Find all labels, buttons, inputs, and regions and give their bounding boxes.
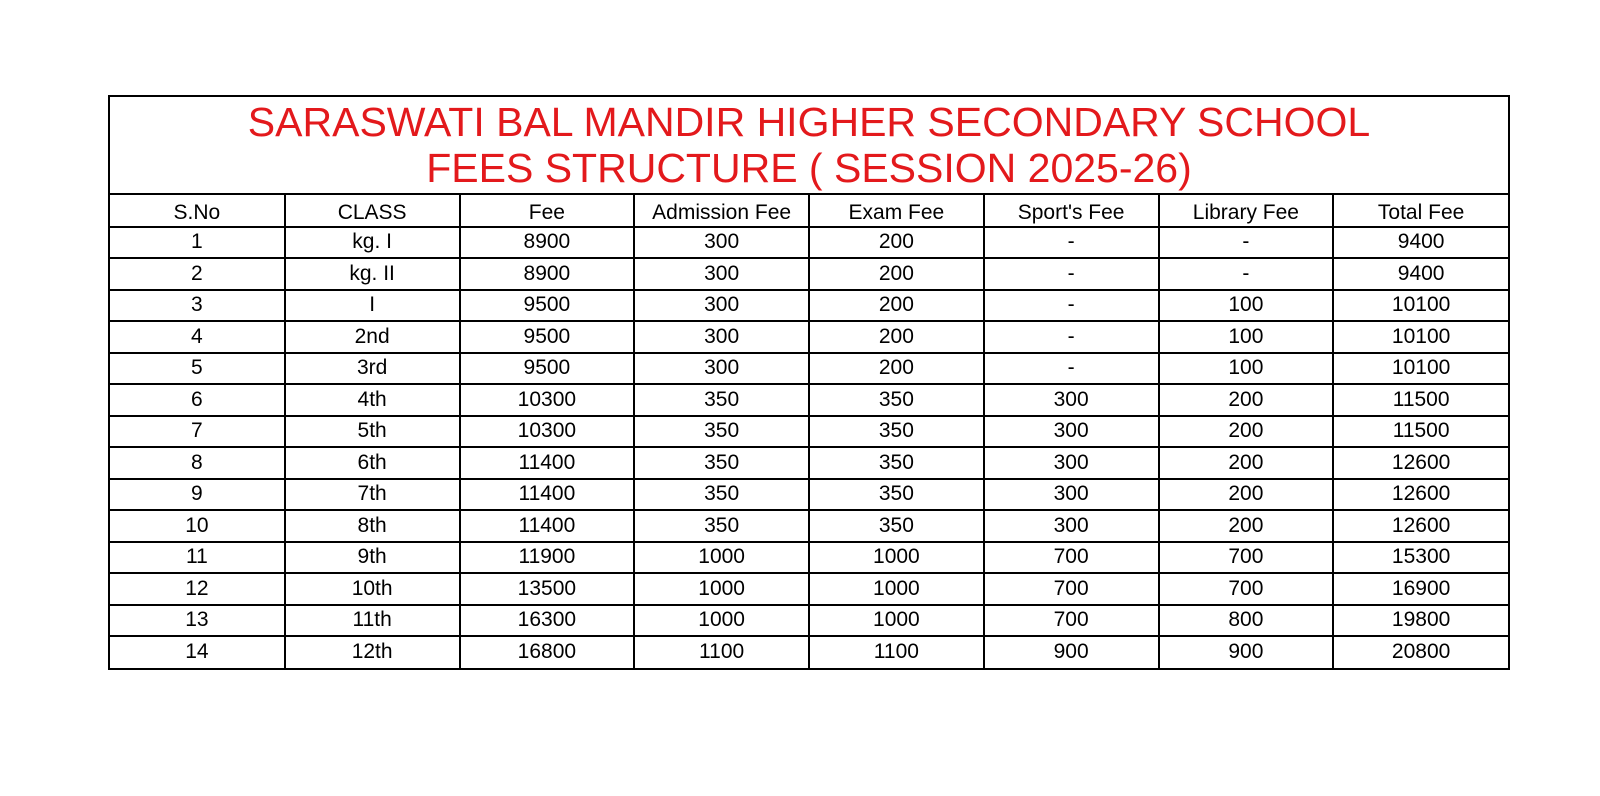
table-row (110, 636, 1508, 668)
cell-class: 4th (285, 384, 460, 416)
cell-exam-fee: 1100 (809, 636, 984, 668)
column-header-library-fee: Library Fee (1159, 195, 1334, 227)
cell-total-fee: 11500 (1333, 384, 1508, 416)
cell-admission-fee: 350 (634, 416, 809, 448)
cell-fee: 10300 (460, 384, 635, 416)
column-header-sports-fee: Sport's Fee (984, 195, 1159, 227)
cell-total-fee: 11500 (1333, 416, 1508, 448)
cell-sports-fee: - (984, 258, 1159, 290)
cell-sno: 1 (110, 227, 285, 259)
school-name-title: SARASWATI BAL MANDIR HIGHER SECONDARY SCHOOL (247, 99, 1371, 145)
cell-admission-fee: 1100 (634, 636, 809, 668)
cell-sno: 12 (110, 573, 285, 605)
cell-fee: 13500 (460, 573, 635, 605)
cell-fee: 9500 (460, 321, 635, 353)
cell-exam-fee: 1000 (809, 605, 984, 637)
cell-class: 5th (285, 416, 460, 448)
table-row (110, 227, 1508, 259)
cell-sno: 3 (110, 290, 285, 322)
cell-sno: 2 (110, 258, 285, 290)
cell-exam-fee: 200 (809, 290, 984, 322)
cell-admission-fee: 300 (634, 321, 809, 353)
cell-admission-fee: 1000 (634, 542, 809, 574)
cell-sports-fee: 300 (984, 510, 1159, 542)
cell-admission-fee: 300 (634, 290, 809, 322)
cell-fee: 11400 (460, 510, 635, 542)
cell-library-fee: 900 (1159, 636, 1334, 668)
cell-total-fee: 12600 (1333, 510, 1508, 542)
cell-fee: 9500 (460, 290, 635, 322)
table-row (110, 384, 1508, 416)
cell-exam-fee: 350 (809, 510, 984, 542)
cell-exam-fee: 350 (809, 384, 984, 416)
cell-sno: 11 (110, 542, 285, 574)
column-header-total-fee: Total Fee (1333, 195, 1508, 227)
cell-fee: 16800 (460, 636, 635, 668)
cell-library-fee: 200 (1159, 479, 1334, 511)
column-header-sno: S.No (110, 195, 285, 227)
cell-class: I (285, 290, 460, 322)
cell-exam-fee: 350 (809, 416, 984, 448)
cell-class: 6th (285, 447, 460, 479)
cell-class: 7th (285, 479, 460, 511)
table-row (110, 447, 1508, 479)
cell-library-fee: - (1159, 227, 1334, 259)
table-row (110, 321, 1508, 353)
cell-library-fee: 700 (1159, 573, 1334, 605)
cell-admission-fee: 1000 (634, 573, 809, 605)
cell-class: kg. I (285, 227, 460, 259)
cell-total-fee: 19800 (1333, 605, 1508, 637)
cell-total-fee: 10100 (1333, 353, 1508, 385)
table-header-row (110, 195, 1508, 227)
cell-sno: 5 (110, 353, 285, 385)
table-row (110, 510, 1508, 542)
document-title-block (110, 97, 1508, 195)
cell-sports-fee: - (984, 227, 1159, 259)
cell-admission-fee: 350 (634, 384, 809, 416)
cell-exam-fee: 200 (809, 227, 984, 259)
table-row (110, 416, 1508, 448)
cell-sno: 9 (110, 479, 285, 511)
table-row (110, 479, 1508, 511)
cell-sports-fee: 300 (984, 384, 1159, 416)
cell-total-fee: 9400 (1333, 258, 1508, 290)
cell-total-fee: 20800 (1391, 640, 1451, 664)
fees-table-body (110, 227, 1508, 668)
column-header-fee: Fee (460, 195, 635, 227)
cell-fee: 8900 (460, 258, 635, 290)
fees-table (110, 195, 1508, 668)
cell-library-fee: 200 (1159, 384, 1334, 416)
cell-class: 12th (285, 636, 460, 668)
cell-sno: 10 (110, 510, 285, 542)
cell-total-fee: 15300 (1333, 542, 1508, 574)
cell-admission-fee: 350 (634, 479, 809, 511)
cell-sno: 14 (110, 636, 285, 668)
cell-sports-fee: 900 (984, 636, 1159, 668)
cell-sno: 4 (110, 321, 285, 353)
cell-library-fee: 200 (1159, 416, 1334, 448)
column-header-exam-fee: Exam Fee (809, 195, 984, 227)
cell-admission-fee: 350 (634, 447, 809, 479)
column-header-admission-fee: Admission Fee (634, 195, 809, 227)
cell-fee: 11400 (460, 479, 635, 511)
cell-sno: 7 (110, 416, 285, 448)
cell-library-fee: 100 (1159, 353, 1334, 385)
cell-fee: 10300 (460, 416, 635, 448)
cell-sports-fee: 300 (984, 447, 1159, 479)
cell-exam-fee: 200 (809, 321, 984, 353)
cell-class: 11th (285, 605, 460, 637)
cell-class: 9th (285, 542, 460, 574)
cell-fee: 16300 (460, 605, 635, 637)
cell-library-fee: - (1159, 258, 1334, 290)
cell-fee: 11400 (460, 447, 635, 479)
cell-library-fee: 700 (1159, 542, 1334, 574)
cell-total-fee: 12600 (1333, 447, 1508, 479)
fee-structure-sheet (108, 95, 1510, 670)
cell-sports-fee: 700 (984, 542, 1159, 574)
cell-class: kg. II (285, 258, 460, 290)
cell-library-fee: 100 (1159, 290, 1334, 322)
cell-fee: 9500 (460, 353, 635, 385)
cell-sno: 6 (110, 384, 285, 416)
cell-exam-fee: 1000 (809, 542, 984, 574)
cell-admission-fee: 1000 (634, 605, 809, 637)
table-row (110, 542, 1508, 574)
cell-sports-fee: 300 (984, 479, 1159, 511)
cell-class: 2nd (285, 321, 460, 353)
table-row (110, 573, 1508, 605)
cell-total-fee: 10100 (1333, 321, 1508, 353)
cell-library-fee: 100 (1159, 321, 1334, 353)
cell-exam-fee: 200 (809, 353, 984, 385)
cell-exam-fee: 1000 (809, 573, 984, 605)
cell-sports-fee: 700 (984, 573, 1159, 605)
table-row (110, 258, 1508, 290)
column-header-class: CLASS (285, 195, 460, 227)
table-row (110, 290, 1508, 322)
cell-library-fee: 800 (1159, 605, 1334, 637)
cell-exam-fee: 200 (809, 258, 984, 290)
cell-total-fee: 10100 (1333, 290, 1508, 322)
fees-structure-subtitle: FEES STRUCTURE ( SESSION 2025-26) (426, 145, 1192, 191)
table-row (110, 605, 1508, 637)
cell-admission-fee: 300 (634, 258, 809, 290)
cell-fee: 11900 (460, 542, 635, 574)
cell-sno: 8 (110, 447, 285, 479)
cell-library-fee: 200 (1159, 510, 1334, 542)
cell-exam-fee: 350 (809, 479, 984, 511)
cell-library-fee: 200 (1159, 447, 1334, 479)
cell-sports-fee: 700 (984, 605, 1159, 637)
cell-admission-fee: 350 (634, 510, 809, 542)
cell-sports-fee: 300 (984, 416, 1159, 448)
cell-total-fee: 12600 (1333, 479, 1508, 511)
cell-total-fee: 16900 (1333, 573, 1508, 605)
cell-class: 3rd (285, 353, 460, 385)
cell-admission-fee: 300 (634, 227, 809, 259)
cell-sports-fee: - (984, 321, 1159, 353)
table-row (110, 353, 1508, 385)
cell-class: 8th (285, 510, 460, 542)
cell-class: 10th (285, 573, 460, 605)
cell-sno: 13 (110, 605, 285, 637)
cell-sports-fee: - (984, 290, 1159, 322)
cell-exam-fee: 350 (809, 447, 984, 479)
cell-sports-fee: - (984, 353, 1159, 385)
cell-total-fee: 9400 (1333, 227, 1508, 259)
cell-admission-fee: 300 (634, 353, 809, 385)
cell-fee: 8900 (460, 227, 635, 259)
